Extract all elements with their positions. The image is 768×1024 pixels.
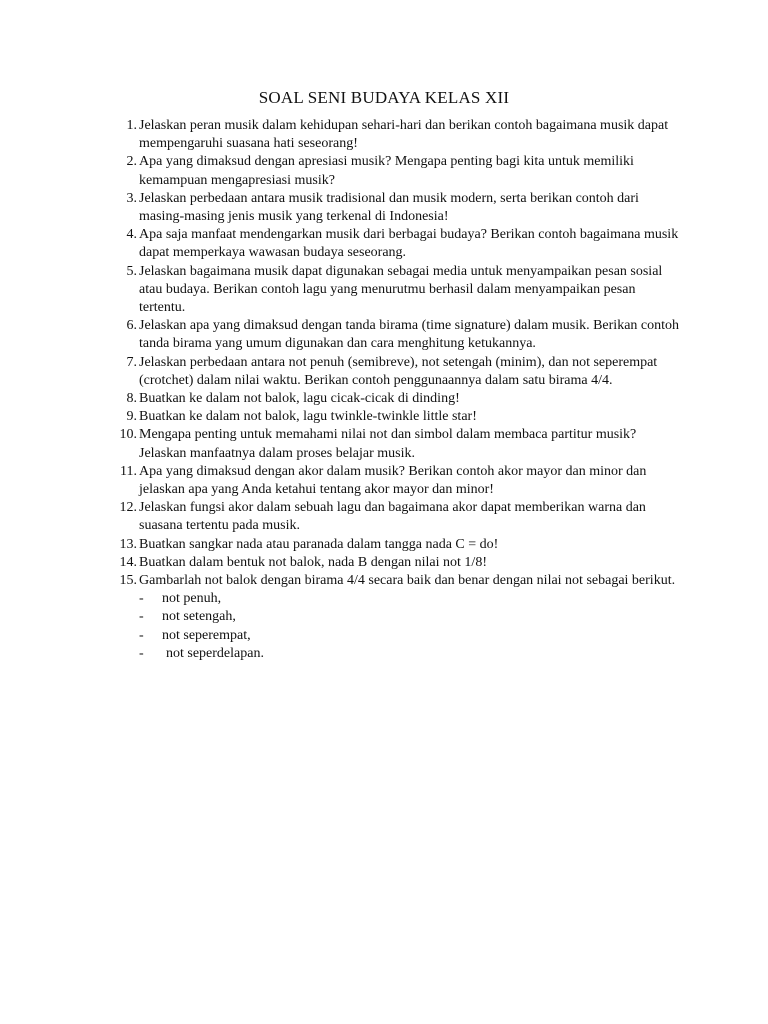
question-text: Gambarlah not balok dengan birama 4/4 secara baik dan benar dengan nilai not sebagai berikut. xyxy=(139,573,676,589)
question-number: 7. xyxy=(126,354,137,370)
question-item-12 xyxy=(110,499,680,535)
question-number: 12. xyxy=(119,500,137,516)
question-number: 11. xyxy=(120,463,137,479)
question-text: Buatkan dalam bentuk not balok, nada B dengan nilai not 1/8! xyxy=(139,554,487,570)
question-text: Jelaskan perbedaan antara not penuh (semibreve), not setengah (minim), dan not seperempat (crotchet) dalam nilai waktu. Berikan contoh penggunaannya dalam satu birama 4/4. xyxy=(139,354,658,388)
note-value-text: not penuh, xyxy=(162,591,222,607)
question-number: 4. xyxy=(126,227,137,243)
question-text: Buatkan ke dalam not balok, lagu twinkle-twinkle little star! xyxy=(139,409,477,425)
question-item-4 xyxy=(110,226,680,262)
question-text: Buatkan ke dalam not balok, lagu cicak-cicak di dinding! xyxy=(139,391,460,407)
note-value-text: not seperdelapan. xyxy=(166,645,264,661)
note-value-item xyxy=(139,645,680,663)
question-number: 9. xyxy=(126,409,137,425)
question-text: Buatkan sangkar nada atau paranada dalam tangga nada C = do! xyxy=(139,536,499,552)
question-number: 10. xyxy=(119,427,137,443)
question-number: 2. xyxy=(126,154,137,170)
question-item-13 xyxy=(110,536,680,554)
dash-bullet: - xyxy=(139,645,144,661)
question-text: Apa yang dimaksud dengan akor dalam musik? Berikan contoh akor mayor dan minor dan jelaskan apa yang Anda ketahui tentang akor mayor dan minor! xyxy=(139,463,647,498)
question-item-2 xyxy=(110,153,680,189)
question-text: Apa yang dimaksud dengan apresiasi musik? Mengapa penting bagi kita untuk memiliki kemampuan mengapresiasi musik? xyxy=(139,154,634,188)
dash-bullet: - xyxy=(139,609,144,625)
note-value-text: not setengah, xyxy=(162,609,236,625)
question-text: Jelaskan perbedaan antara musik tradisional dan musik modern, serta berikan contoh dari masing-masing jenis musik yang terkenal di Indonesia! xyxy=(139,190,639,225)
dash-bullet: - xyxy=(139,591,144,607)
note-value-list xyxy=(139,590,680,663)
question-item-5 xyxy=(110,263,680,318)
question-item-8 xyxy=(110,390,680,408)
question-number: 14. xyxy=(119,554,137,570)
question-number: 6. xyxy=(126,318,137,334)
page-title: SOAL SENI BUDAYA KELAS XII xyxy=(258,88,510,107)
question-item-15 xyxy=(110,572,680,663)
note-value-item xyxy=(139,627,680,645)
note-value-item xyxy=(139,590,680,608)
question-number: 3. xyxy=(126,190,137,206)
question-item-11 xyxy=(110,463,680,499)
question-text: Jelaskan peran musik dalam kehidupan sehari-hari dan berikan contoh bagaimana musik dapat mempengaruhi suasana hati seseorang! xyxy=(139,118,669,152)
note-value-item xyxy=(139,608,680,626)
question-text: Jelaskan apa yang dimaksud dengan tanda birama (time signature) dalam musik. Berikan contoh tanda birama yang umum digunakan dan cara menghitung ketukannya. xyxy=(139,318,680,352)
question-number: 5. xyxy=(126,263,137,279)
question-text: Apa saja manfaat mendengarkan musik dari berbagai budaya? Berikan contoh bagaimana musik dapat memperkaya wawasan budaya seseorang. xyxy=(139,227,679,261)
question-item-9 xyxy=(110,408,680,426)
question-text: Jelaskan bagaimana musik dapat digunakan sebagai media untuk menyampaikan pesan sosial atau budaya. Berikan contoh lagu yang menurutmu berhasil dalam menyampaikan pesan tertentu. xyxy=(139,263,663,316)
dash-bullet: - xyxy=(139,627,144,643)
question-number: 13. xyxy=(119,536,137,552)
question-number: 8. xyxy=(126,391,137,407)
question-number: 1. xyxy=(126,118,137,133)
question-item-7 xyxy=(110,354,680,390)
question-item-10 xyxy=(110,426,680,462)
question-item-1 xyxy=(110,117,680,153)
question-item-3 xyxy=(110,190,680,226)
question-text: Mengapa penting untuk memahami nilai not dan simbol dalam membaca partitur musik? Jelaskan manfaatnya dalam proses belajar musik. xyxy=(139,427,637,461)
question-item-6 xyxy=(110,317,680,353)
question-item-14 xyxy=(110,554,680,572)
note-value-text: not seperempat, xyxy=(162,627,251,643)
question-number: 15. xyxy=(119,573,137,589)
question-text: Jelaskan fungsi akor dalam sebuah lagu dan bagaimana akor dapat memberikan warna dan suasana tertentu pada musik. xyxy=(139,500,646,534)
question-list xyxy=(110,117,680,663)
